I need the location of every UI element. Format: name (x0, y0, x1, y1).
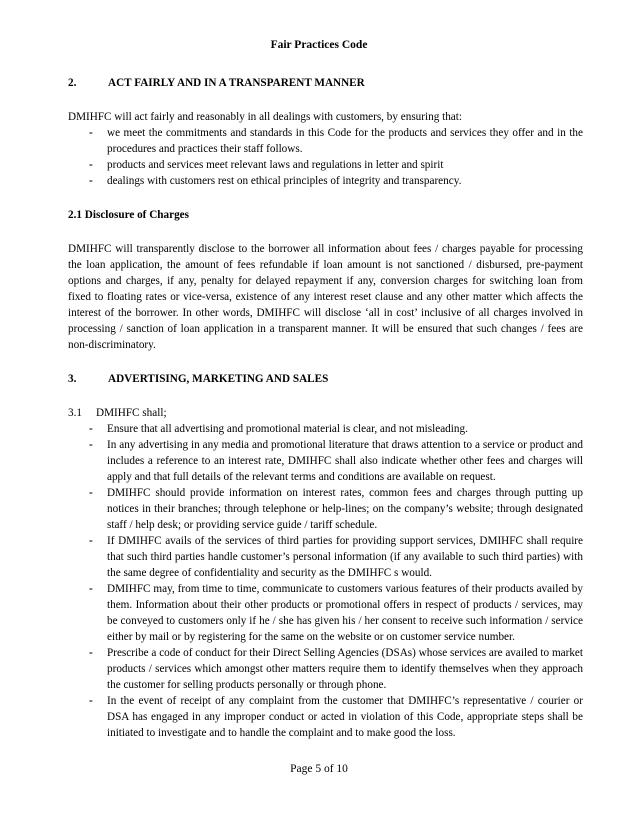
list-item: - DMIHFC may, from time to time, communicate to customers various features of their products availed by them. Information about their other products or promotional offers in respect of products / services, may be conveyed to customers only if he / she has given his / her consent to receive such information / service either by mail or by registering for the same on the website or on customer service number. (89, 583, 583, 643)
section-3-heading (68, 371, 583, 387)
dash-bullet: - (89, 695, 93, 707)
section-2-1-heading: 2.1 Disclosure of Charges (68, 209, 189, 221)
section-2-bullet-list (68, 125, 583, 189)
list-item: - products and services meet relevant laws and regulations in letter and spirit (89, 159, 444, 171)
section-3-bullet-list (68, 421, 583, 741)
section-number: 2. (68, 77, 77, 89)
section-title: ACT FAIRLY AND IN A TRANSPARENT MANNER (108, 77, 365, 89)
section-2-intro: DMIHFC will act fairly and reasonably in all dealings with customers, by ensuring that: (68, 111, 462, 123)
list-item: - In the event of receipt of any complaint from the customer that DMIHFC’s representative / courier or DSA has engaged in any improper conduct or acted in violation of this Code, appropriate steps shall be initiated to investigate and to handle the complaint and to make good the loss. (89, 695, 583, 739)
dash-bullet: - (89, 175, 93, 187)
page-footer: Page 5 of 10 (290, 763, 348, 775)
section-2-heading (68, 75, 583, 91)
page-content (68, 75, 583, 741)
list-item: - Prescribe a code of conduct for their Direct Selling Agencies (DSAs) whose services are availed to market products / services which amongst other matters require them to identify themselves when they approach the customer for selling products personally or through phone. (89, 647, 583, 691)
list-item: - In any advertising in any media and promotional literature that draws attention to a service or product and includes a reference to an interest rate, DMIHFC shall also indicate whether other fees and charges will apply and that full details of the relevant terms and conditions are available on request. (89, 439, 583, 483)
dash-bullet: - (89, 487, 93, 499)
dash-bullet: - (89, 583, 93, 595)
section-number: 3. (68, 373, 77, 385)
list-item: - Ensure that all advertising and promotional material is clear, and not misleading. (89, 423, 468, 435)
dash-bullet: - (89, 127, 93, 139)
subsection-number: 3.1 (68, 407, 82, 419)
subsection-text: DMIHFC shall; (96, 407, 167, 419)
dash-bullet: - (89, 439, 93, 451)
dash-bullet: - (89, 159, 93, 171)
dash-bullet: - (89, 535, 93, 547)
list-item: - dealings with customers rest on ethical principles of integrity and transparency. (89, 175, 462, 187)
list-item: - If DMIHFC avails of the services of third parties for providing support services, DMIHFC shall require that such third parties handle customer’s personal information (if any available to such third parties) with the same degree of confidentiality and security as the DMIHFC s would. (89, 535, 583, 579)
page-header: Fair Practices Code (270, 39, 368, 51)
dash-bullet: - (89, 423, 93, 435)
list-item: - we meet the commitments and standards in this Code for the products and services they offer and in the procedures and practices their staff follows. (89, 127, 583, 155)
dash-bullet: - (89, 647, 93, 659)
list-item: - DMIHFC should provide information on interest rates, common fees and charges through putting up notices in their branches; through telephone or help-lines; on the company’s website; through designated staff / help desk; or providing service guide / tariff schedule. (89, 487, 583, 531)
section-title: ADVERTISING, MARKETING AND SALES (108, 373, 329, 385)
section-3-1-intro (68, 405, 583, 421)
section-2-1-paragraph: DMIHFC will transparently disclose to the borrower all information about fees / charges payable for processing the loan application, the amount of fees refundable if loan amount is not sanctioned / disbursed, pre-payment options and charges, if any, penalty for delayed repayment if any, conversion charges for switching loan from fixed to floating rates or vice-versa, existence of any interest reset clause and any other matter which affects the interest of the borrower. In other words, DMIHFC will disclose ‘all in cost’ inclusive of all charges involved in processing / sanction of loan application in a transparent manner. It will be ensured that such changes / fees are non-discriminatory. (68, 243, 583, 351)
